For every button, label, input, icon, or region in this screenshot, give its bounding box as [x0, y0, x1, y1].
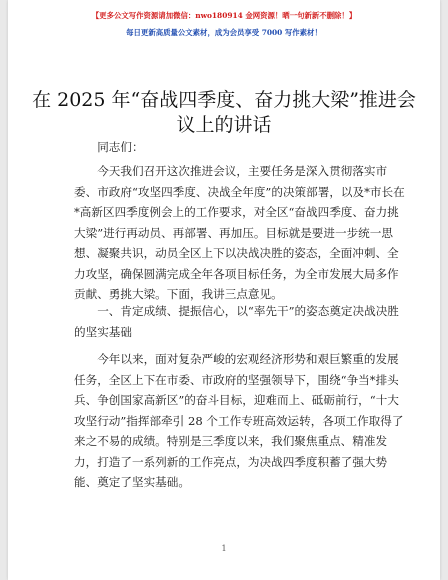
- document-title: 在 2025 年“奋战四季度、奋力挑大梁”推进会议上的讲话: [32, 89, 416, 136]
- section-heading-text: 一、肯定成绩、提振信心，以“率先干”的姿态奠定决战决胜的坚实基础: [74, 304, 399, 339]
- section-heading: [74, 301, 408, 342]
- salutation: [74, 137, 408, 158]
- salutation-text: 同志们：: [97, 140, 144, 154]
- opening-paragraph: [74, 161, 408, 305]
- section-paragraph: [74, 349, 408, 493]
- paragraph-text: 今年以来，面对复杂严峻的宏观经济形势和艰巨繁重的发展任务，全区上下在市委、市政府的坚强领导下，围绕“争当*排头兵、争创国家高新区”的奋斗目标，迎难而上、砥砺前行，“十大攻坚行动”指挥部牵引 28 个工作专班高效运转，各项工作取得了来之不易的成绩。特别是三季度以来，我们聚焦重点、精准发力，打造了一系列新的工作亮点，为决战四季度积蓄了强大势能、奠定了坚实基础。: [74, 352, 404, 489]
- promo-banner-red: 【更多公文写作资源请加微信：nwo180914 金网资源！晒一句新新不删除！】: [91, 11, 357, 20]
- page-number: 1: [221, 544, 227, 553]
- paragraph-text: 今天我们召开这次推进会议，主要任务是深入贯彻落实市委、市政府“攻坚四季度、决战全年度”的决策部署，以及*市长在*高新区四季度例会上的工作要求，对全区“奋战四季度、奋力挑大梁”进行再动员、再部署、再加压。目标就是要进一步统一思想、凝聚共识，动员全区上下以决战决胜的姿态，全面冲刺、全力攻坚，确保圆满完成全年各项目标任务，为全市发展大局多作贡献、勇挑大梁。下面，我讲三点意见。: [74, 164, 405, 301]
- promo-banner-blue: 每日更新高质量公文素材，成为会员享受 7000 写作素材！: [126, 28, 322, 37]
- document-page: [8, 0, 440, 580]
